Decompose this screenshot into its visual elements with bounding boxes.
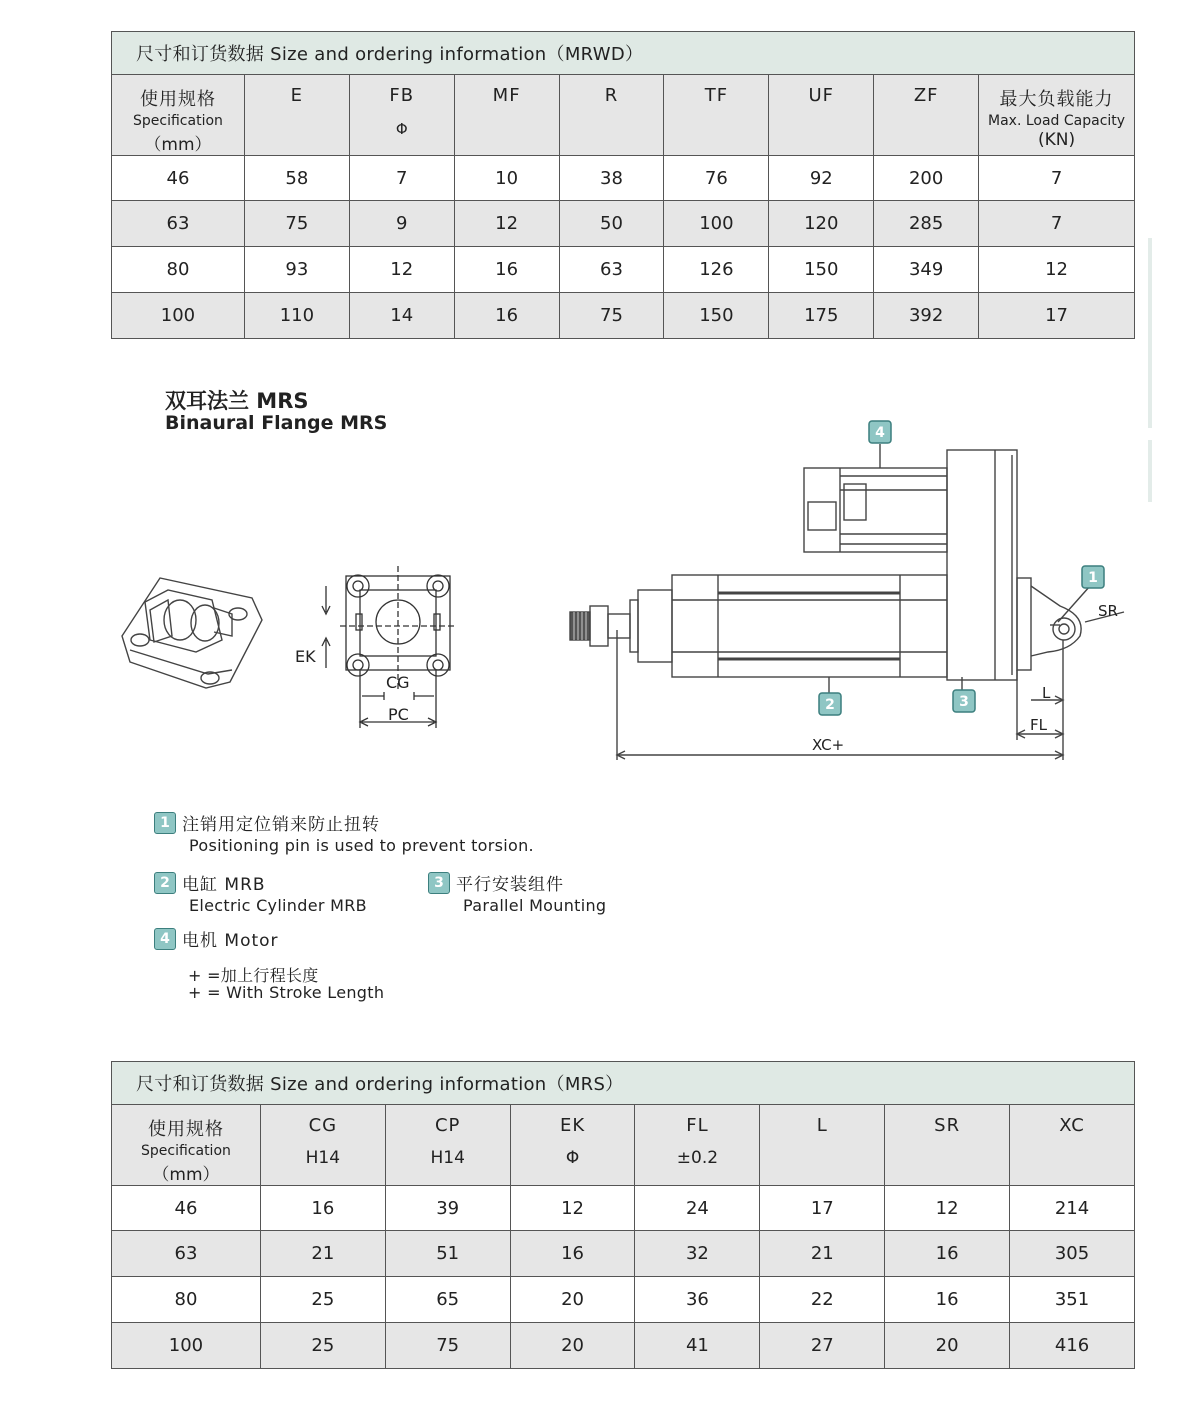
spec-header (112, 1105, 261, 1186)
column-header (510, 1105, 635, 1186)
table-cell: 80 (112, 1277, 261, 1323)
mrwd-table-body (112, 156, 1135, 339)
legend-en: Parallel Mounting (463, 896, 607, 915)
mrs-table (111, 1061, 1135, 1369)
spec-header-unit: （mm） (152, 1165, 220, 1185)
column-header (260, 1105, 385, 1186)
legend-item-1 (154, 810, 534, 855)
table-cell: 65 (385, 1277, 510, 1323)
table-cell: 25 (260, 1323, 385, 1369)
legend-cn: 电机 Motor (182, 931, 279, 951)
column-sub: ±0.2 (676, 1148, 719, 1168)
table-cell: 58 (244, 156, 349, 201)
load-header-en: Max. Load Capacity (988, 113, 1126, 129)
table-cell: 16 (885, 1277, 1010, 1323)
legend-cn: 注销用定位销来防止扭转 (182, 815, 380, 835)
table-cell: 63 (559, 247, 664, 293)
callout-number: 2 (825, 697, 835, 713)
section-title-cn: 双耳法兰 MRS (165, 389, 309, 413)
column-label: EK (559, 1115, 586, 1136)
table-cell: 63 (112, 1231, 261, 1277)
legend-cn: 平行安装组件 (456, 875, 564, 895)
column-sub: Φ (395, 120, 408, 138)
mrs-table-caption: 尺寸和订货数据 Size and ordering information（MRS） (112, 1062, 1135, 1105)
legend-badge: 1 (154, 812, 176, 834)
column-label: UF (808, 85, 835, 106)
table-cell: 126 (664, 247, 769, 293)
table-cell: 63 (112, 201, 245, 247)
table-cell: 100 (112, 293, 245, 339)
table-cell: 16 (885, 1231, 1010, 1277)
column-label: FL (686, 1115, 709, 1136)
l-label: L (1042, 684, 1051, 702)
mrs-table-body (112, 1186, 1135, 1369)
table-cell: 46 (112, 156, 245, 201)
table-cell: 12 (349, 247, 454, 293)
table-cell: 39 (385, 1186, 510, 1231)
table-row (112, 1186, 1135, 1231)
callout-number: 1 (1088, 570, 1098, 586)
table-cell: 12 (979, 247, 1135, 293)
table-cell: 349 (874, 247, 979, 293)
table-cell: 21 (760, 1231, 885, 1277)
table-cell: 7 (349, 156, 454, 201)
table-cell: 305 (1010, 1231, 1135, 1277)
table-cell: 392 (874, 293, 979, 339)
cg-label: CG (386, 673, 410, 692)
table-cell: 416 (1010, 1323, 1135, 1369)
legend-badge: 3 (428, 872, 450, 894)
spec-header-en: Specification (133, 113, 223, 129)
column-header (1010, 1105, 1135, 1186)
column-header (635, 1105, 760, 1186)
column-header (385, 1105, 510, 1186)
load-header-cn: 最大负载能力 (999, 89, 1114, 110)
stroke-note-cn: + =加上行程长度 (188, 966, 319, 985)
table-cell: 9 (349, 201, 454, 247)
table-cell: 41 (635, 1323, 760, 1369)
table-cell: 100 (664, 201, 769, 247)
table-cell: 10 (454, 156, 559, 201)
table-cell: 150 (664, 293, 769, 339)
legend-en: Electric Cylinder MRB (189, 896, 367, 915)
fl-label: FL (1030, 716, 1047, 734)
callout-badge-3 (953, 690, 975, 712)
table-cell: 75 (559, 293, 664, 339)
table-cell: 17 (760, 1186, 885, 1231)
column-label: TF (704, 85, 729, 106)
column-header (760, 1105, 885, 1186)
table-cell: 17 (979, 293, 1135, 339)
table-row (112, 1323, 1135, 1369)
section-title-en: Binaural Flange MRS (165, 412, 388, 434)
column-header (664, 75, 769, 156)
table-cell: 75 (244, 201, 349, 247)
column-header (244, 75, 349, 156)
legend-cn: 电缸 MRB (182, 875, 266, 895)
stroke-note-en: + = With Stroke Length (188, 983, 385, 1002)
column-header (454, 75, 559, 156)
sr-label: SR (1098, 602, 1118, 620)
column-header (874, 75, 979, 156)
column-sub: Φ (565, 1148, 580, 1168)
table-cell: 21 (260, 1231, 385, 1277)
table-cell: 24 (635, 1186, 760, 1231)
table-cell: 20 (510, 1277, 635, 1323)
column-label: FB (389, 85, 415, 106)
table-cell: 12 (454, 201, 559, 247)
spec-header-unit: （mm） (144, 135, 212, 155)
table-cell: 27 (760, 1323, 885, 1369)
mrwd-table-caption: 尺寸和订货数据 Size and ordering information（MRWD） (112, 32, 1135, 75)
table-cell: 46 (112, 1186, 261, 1231)
column-header (349, 75, 454, 156)
column-header (559, 75, 664, 156)
table-cell: 351 (1010, 1277, 1135, 1323)
table-cell: 120 (769, 201, 874, 247)
table-row (112, 201, 1135, 247)
table-cell: 20 (510, 1323, 635, 1369)
technical-drawing (0, 400, 1200, 820)
table-cell: 22 (760, 1277, 885, 1323)
spec-header-en: Specification (141, 1143, 231, 1159)
xc-label: XC+ (812, 736, 845, 754)
table-cell: 50 (559, 201, 664, 247)
table-cell: 16 (260, 1186, 385, 1231)
column-label: E (290, 85, 304, 106)
column-label: XC (1059, 1115, 1085, 1136)
table-cell: 100 (112, 1323, 261, 1369)
column-label: MF (492, 85, 521, 106)
spec-header-cn: 使用规格 (147, 1119, 224, 1140)
legend-item-3 (428, 870, 606, 915)
spec-header-cn: 使用规格 (139, 89, 216, 110)
load-header-unit: (KN) (1037, 130, 1076, 150)
column-sub: H14 (305, 1148, 341, 1168)
cylinder-side-view (570, 444, 1124, 760)
ek-label: EK (295, 647, 316, 666)
callout-badge-1 (1082, 566, 1104, 588)
table-cell: 38 (559, 156, 664, 201)
callout-badge-2 (819, 693, 841, 715)
table-row (112, 1277, 1135, 1323)
table-cell: 75 (385, 1323, 510, 1369)
column-label: L (816, 1115, 828, 1136)
table-cell: 150 (769, 247, 874, 293)
table-cell: 7 (979, 201, 1135, 247)
column-sub: H14 (430, 1148, 465, 1168)
callout-number: 4 (875, 425, 885, 441)
table-cell: 16 (510, 1231, 635, 1277)
table-cell: 175 (769, 293, 874, 339)
table-cell: 93 (244, 247, 349, 293)
table-row (112, 156, 1135, 201)
column-header (885, 1105, 1010, 1186)
column-label: ZF (913, 85, 939, 106)
load-capacity-header (979, 75, 1135, 156)
table-row (112, 293, 1135, 339)
table-cell: 200 (874, 156, 979, 201)
column-header (769, 75, 874, 156)
table-cell: 14 (349, 293, 454, 339)
legend-item-4 (154, 926, 279, 951)
table-cell: 76 (664, 156, 769, 201)
table-cell: 12 (885, 1186, 1010, 1231)
column-label: SR (934, 1115, 961, 1136)
pc-label: PC (388, 705, 409, 724)
table-cell: 16 (454, 293, 559, 339)
table-cell: 25 (260, 1277, 385, 1323)
table-cell: 32 (635, 1231, 760, 1277)
table-cell: 285 (874, 201, 979, 247)
spec-header (112, 75, 245, 156)
table-cell: 51 (385, 1231, 510, 1277)
column-label: R (604, 85, 619, 106)
legend-badge: 4 (154, 928, 176, 950)
legend-item-2 (154, 870, 367, 915)
flange-front-view (322, 566, 456, 728)
mrwd-table (111, 31, 1135, 339)
column-label: CP (434, 1115, 461, 1136)
table-cell: 110 (244, 293, 349, 339)
table-row (112, 247, 1135, 293)
table-cell: 20 (885, 1323, 1010, 1369)
column-label: CG (308, 1115, 338, 1136)
table-cell: 36 (635, 1277, 760, 1323)
table-cell: 214 (1010, 1186, 1135, 1231)
legend-en: Positioning pin is used to prevent torsion. (189, 836, 534, 855)
page-edge-bar (1148, 238, 1152, 428)
table-cell: 16 (454, 247, 559, 293)
table-row (112, 1231, 1135, 1277)
table-cell: 7 (979, 156, 1135, 201)
table-cell: 80 (112, 247, 245, 293)
callout-number: 3 (959, 694, 969, 710)
page-edge-bar (1148, 440, 1152, 502)
legend-badge: 2 (154, 872, 176, 894)
callout-badge-4 (869, 421, 891, 443)
table-cell: 12 (510, 1186, 635, 1231)
flange-isometric-sketch (122, 578, 262, 688)
table-cell: 92 (769, 156, 874, 201)
